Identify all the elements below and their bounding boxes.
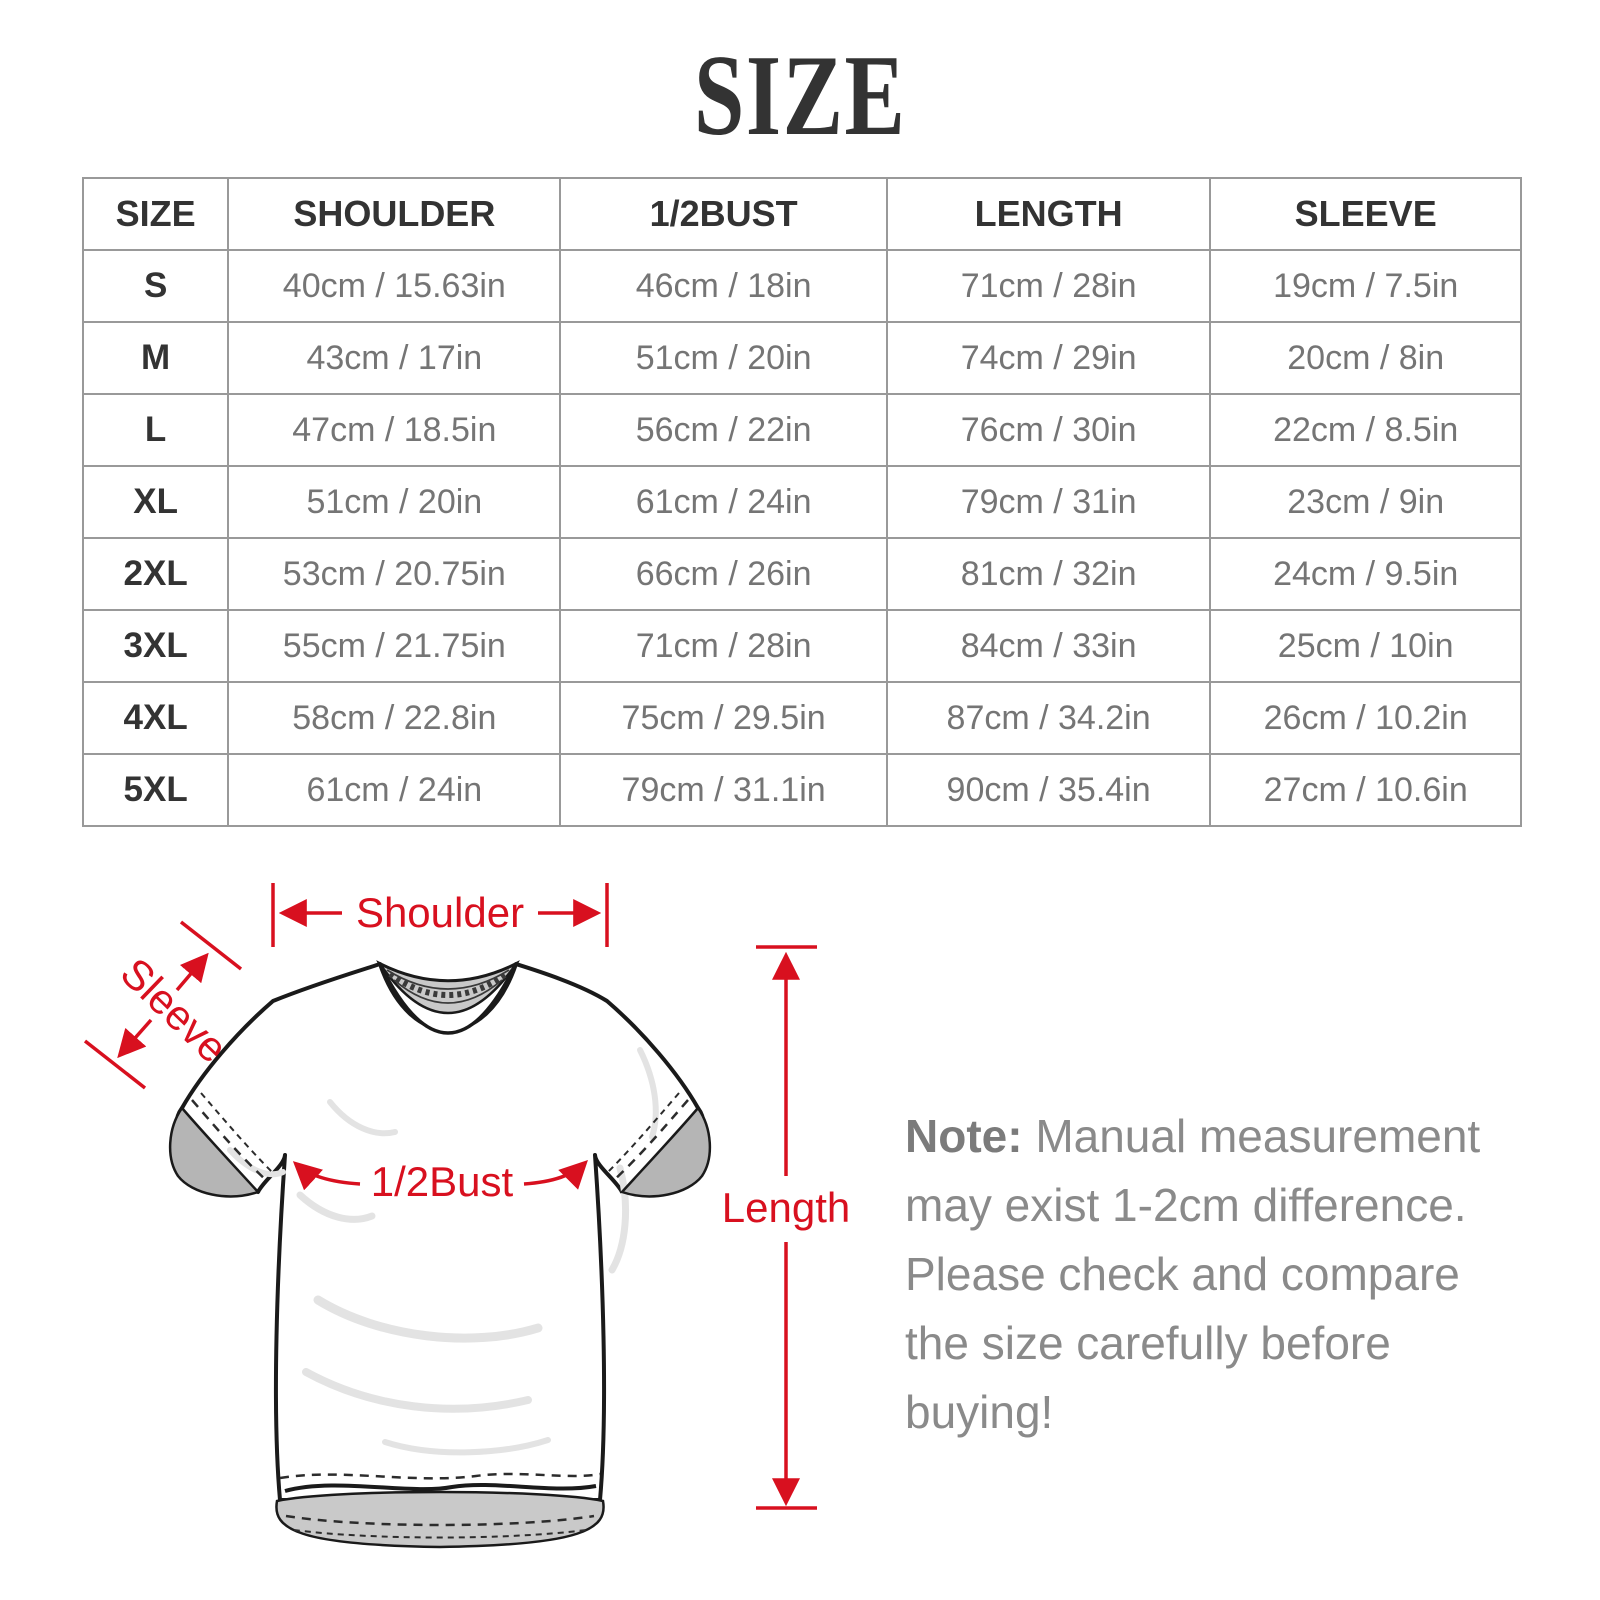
table-cell: M — [83, 322, 228, 394]
table-cell: 90cm / 35.4in — [887, 754, 1211, 826]
table-row-2xl — [83, 538, 1521, 610]
table-cell: 58cm / 22.8in — [228, 682, 560, 754]
table-row-xl — [83, 466, 1521, 538]
table-cell: 51cm / 20in — [228, 466, 560, 538]
measurement-note — [905, 1102, 1513, 1447]
sleeve-label: Sleeve — [111, 948, 237, 1072]
table-cell: 74cm / 29in — [887, 322, 1211, 394]
tshirt-drawing — [170, 964, 710, 1547]
table-cell: L — [83, 394, 228, 466]
sleeve-tick-bottom — [85, 1041, 145, 1088]
table-cell: 22cm / 8.5in — [1210, 394, 1521, 466]
table-cell: 40cm / 15.63in — [228, 250, 560, 322]
table-cell: 71cm / 28in — [560, 610, 886, 682]
sleeve-arrow-down — [120, 1020, 151, 1055]
table-cell: 20cm / 8in — [1210, 322, 1521, 394]
page-title-wrap — [0, 32, 1600, 160]
table-cell: 76cm / 30in — [887, 394, 1211, 466]
table-cell: 81cm / 32in — [887, 538, 1211, 610]
table-cell: 53cm / 20.75in — [228, 538, 560, 610]
table-cell: 25cm / 10in — [1210, 610, 1521, 682]
table-cell: 4XL — [83, 682, 228, 754]
bust-label: 1/2Bust — [370, 1158, 514, 1205]
size-table — [82, 177, 1522, 827]
table-cell: 5XL — [83, 754, 228, 826]
table-cell: 61cm / 24in — [560, 466, 886, 538]
table-cell: 87cm / 34.2in — [887, 682, 1211, 754]
table-row-4xl — [83, 682, 1521, 754]
note-prefix: Note: — [905, 1110, 1023, 1162]
length-dimension — [722, 947, 850, 1508]
table-row-m — [83, 322, 1521, 394]
table-cell: 43cm / 17in — [228, 322, 560, 394]
table-cell: S — [83, 250, 228, 322]
table-cell: 51cm / 20in — [560, 322, 886, 394]
table-cell: 71cm / 28in — [887, 250, 1211, 322]
length-label: Length — [721, 1184, 851, 1231]
sleeve-tick-top — [181, 922, 241, 969]
table-cell: 56cm / 22in — [560, 394, 886, 466]
shoulder-dimension — [273, 883, 607, 947]
table-cell: 19cm / 7.5in — [1210, 250, 1521, 322]
table-cell: 84cm / 33in — [887, 610, 1211, 682]
table-cell: 61cm / 24in — [228, 754, 560, 826]
table-cell: 46cm / 18in — [560, 250, 886, 322]
table-cell: 47cm / 18.5in — [228, 394, 560, 466]
table-cell: 75cm / 29.5in — [560, 682, 886, 754]
table-cell: 79cm / 31.1in — [560, 754, 886, 826]
table-cell: 23cm / 9in — [1210, 466, 1521, 538]
col-header-bust: 1/2BUST — [560, 178, 886, 250]
table-cell: 26cm / 10.2in — [1210, 682, 1521, 754]
table-header-row — [83, 178, 1521, 250]
table-cell: 24cm / 9.5in — [1210, 538, 1521, 610]
table-cell: 79cm / 31in — [887, 466, 1211, 538]
table-cell: XL — [83, 466, 228, 538]
tshirt-measure-diagram — [80, 850, 900, 1600]
table-cell: 2XL — [83, 538, 228, 610]
table-cell: 66cm / 26in — [560, 538, 886, 610]
table-cell: 3XL — [83, 610, 228, 682]
page-title: SIZE — [693, 32, 907, 160]
table-row-5xl — [83, 754, 1521, 826]
note-text: Manual measurement may exist 1-2cm difference. Please check and compare the size carefully before buying! — [905, 1110, 1481, 1438]
col-header-length: LENGTH — [887, 178, 1211, 250]
table-row-l — [83, 394, 1521, 466]
table-cell: 55cm / 21.75in — [228, 610, 560, 682]
table-cell: 27cm / 10.6in — [1210, 754, 1521, 826]
shoulder-label: Shoulder — [355, 889, 525, 936]
col-header-size: SIZE — [83, 178, 228, 250]
table-row-3xl — [83, 610, 1521, 682]
table-row-s — [83, 250, 1521, 322]
col-header-shoulder: SHOULDER — [228, 178, 560, 250]
col-header-sleeve: SLEEVE — [1210, 178, 1521, 250]
